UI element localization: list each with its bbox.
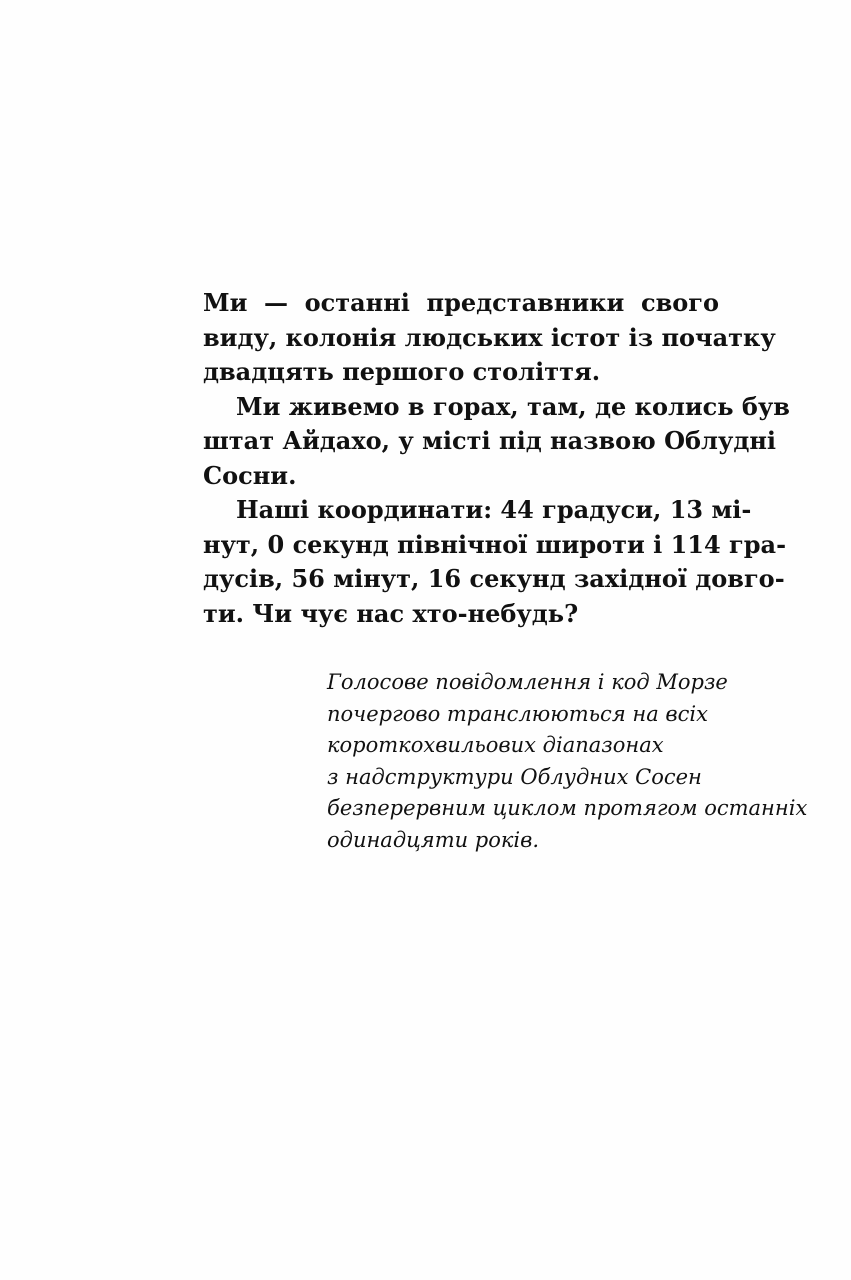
- text-line: нут, 0 секунд північної широти і 114 гра-: [203, 529, 787, 559]
- text-line: ти. Чи чує нас хто-небудь?: [203, 598, 579, 628]
- text-line: штат Айдахо, у місті під назвою Облудні: [203, 426, 776, 455]
- epigraph-line: Голосове повідомлення і код Морзе: [327, 670, 728, 694]
- epigraph-line: короткохвильових діапазонах: [327, 733, 664, 758]
- epigraph-line: почергово транслюються на всіх: [327, 701, 708, 726]
- epigraph-line: одинадцяти років.: [327, 827, 540, 852]
- text-line: дусів, 56 мінут, 16 секунд західної довго-: [203, 564, 785, 593]
- text-line: двадцять першого століття.: [203, 357, 601, 386]
- text-line: Сосни.: [203, 460, 297, 490]
- epigraph: [327, 667, 837, 857]
- main-paragraphs: [203, 286, 790, 631]
- epigraph-line: безперервним циклом протягом останніх: [327, 796, 808, 821]
- epigraph-line: з надструктури Облудних Сосен: [327, 764, 702, 789]
- text-line: Ми живемо в горах, там, де колись був: [236, 391, 790, 421]
- text-line: Ми — останні представники свого: [203, 288, 719, 317]
- text-line: виду, колонія людських істот із початку: [203, 322, 776, 352]
- text-line: Наші координати: 44 градуси, 13 мі-: [236, 495, 752, 524]
